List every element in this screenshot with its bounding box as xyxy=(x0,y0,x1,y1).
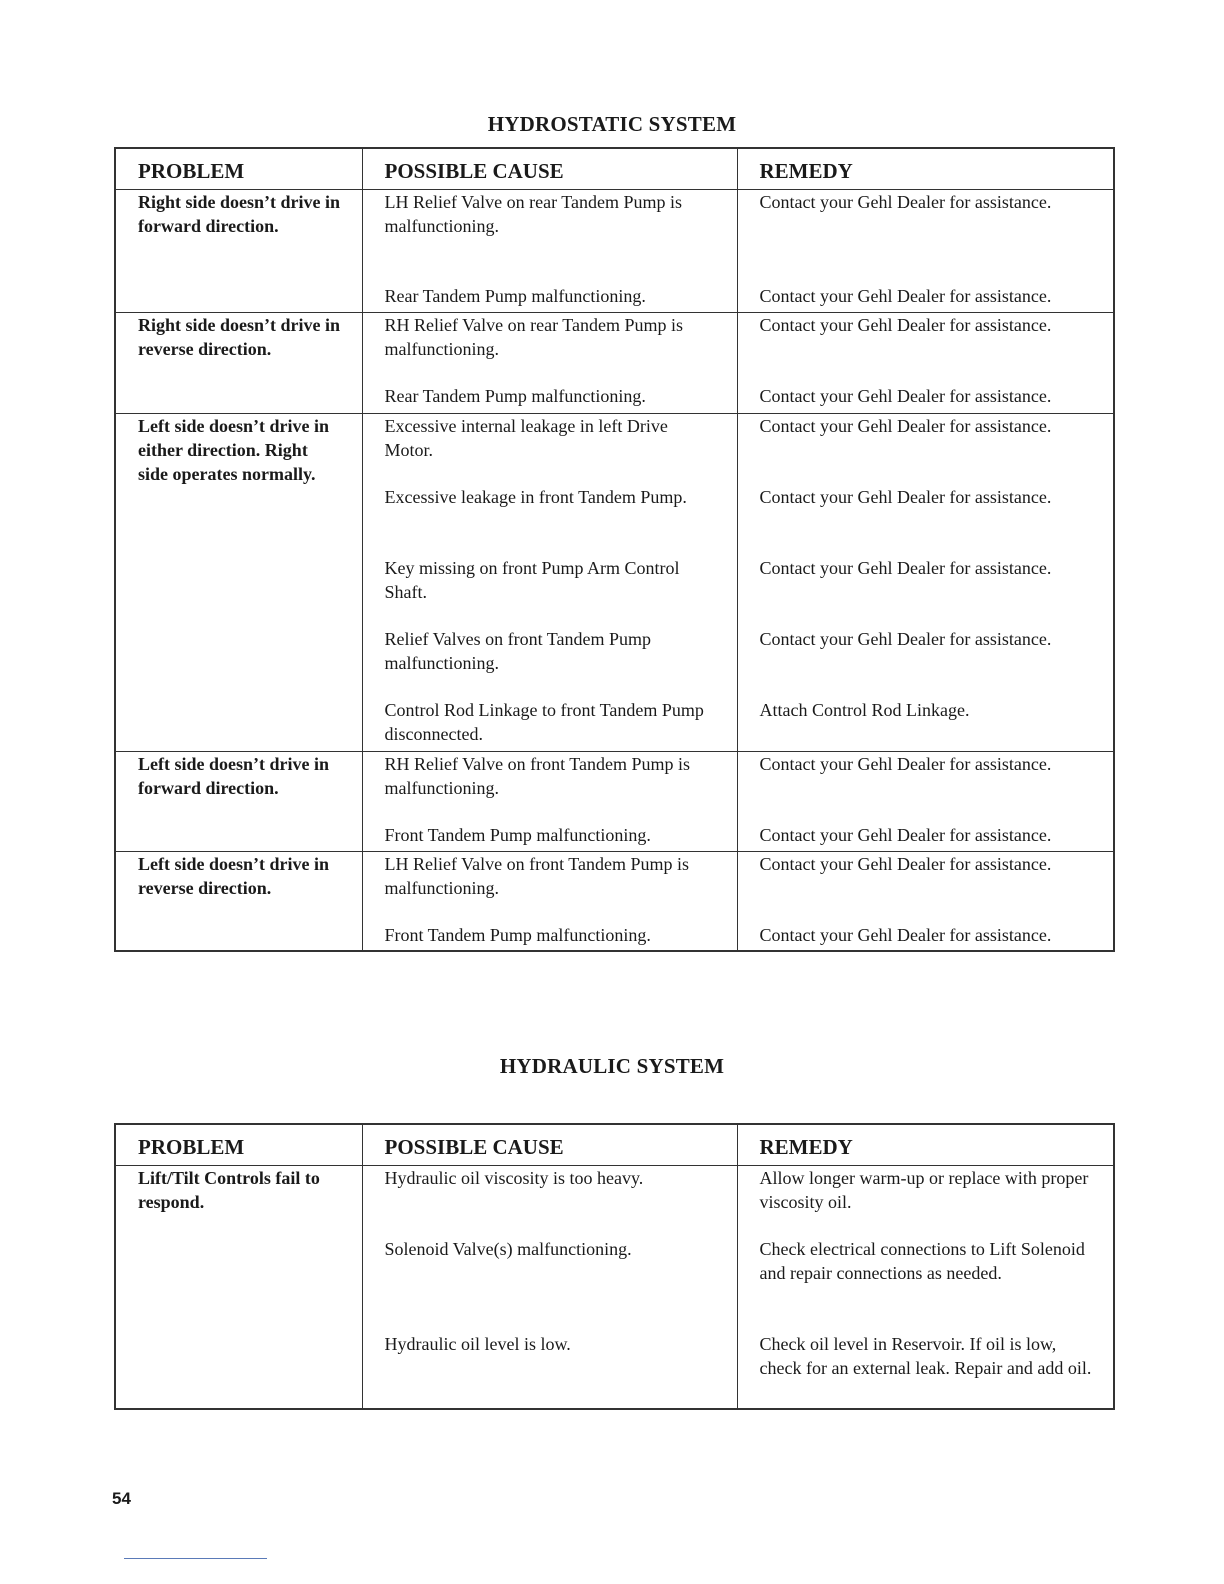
header-remedy: REMEDY xyxy=(737,1124,1114,1166)
table-row xyxy=(115,414,1114,752)
cause-entry: Solenoid Valve(s) malfunctioning. xyxy=(384,1239,632,1259)
cause-cell xyxy=(362,1166,737,1410)
remedy-entry: Contact your Gehl Dealer for assistance. xyxy=(759,558,1052,578)
problem-cell: Right side doesn’t drive in reverse direction. xyxy=(115,313,362,414)
table-row xyxy=(115,313,1114,414)
cause-entry: Hydraulic oil viscosity is too heavy. xyxy=(384,1168,644,1188)
cause-entry: Relief Valves on front Tandem Pump malfunctioning. xyxy=(384,629,652,673)
cause-entry: Hydraulic oil level is low. xyxy=(384,1334,571,1354)
table-row xyxy=(115,852,1114,952)
problem-cell: Left side doesn’t drive in either direction. Right side operates normally. xyxy=(115,414,362,752)
remedy-entry: Contact your Gehl Dealer for assistance. xyxy=(759,286,1052,306)
remedy-cell xyxy=(737,414,1114,752)
hydrostatic-title: HYDROSTATIC SYSTEM xyxy=(487,112,737,136)
remedy-entry: Check electrical connections to Lift Solenoid and repair connections as needed. xyxy=(759,1239,1085,1283)
cause-cell xyxy=(362,752,737,852)
remedy-entry: Contact your Gehl Dealer for assistance. xyxy=(759,754,1052,774)
cause-entry: LH Relief Valve on front Tandem Pump is malfunctioning. xyxy=(384,854,690,898)
header-remedy: REMEDY xyxy=(737,148,1114,190)
remedy-entry: Allow longer warm-up or replace with proper viscosity oil. xyxy=(759,1168,1089,1212)
page-number: 54 xyxy=(112,1489,131,1508)
remedy-entry: Contact your Gehl Dealer for assistance. xyxy=(759,386,1052,406)
hydraulic-table xyxy=(114,1123,1115,1410)
cause-entry: Excessive leakage in front Tandem Pump. xyxy=(384,487,687,507)
remedy-cell xyxy=(737,852,1114,952)
table-row xyxy=(115,752,1114,852)
cause-cell xyxy=(362,313,737,414)
cause-entry: Excessive internal leakage in left Drive Motor. xyxy=(384,416,668,460)
remedy-cell xyxy=(737,190,1114,313)
table-row xyxy=(115,1166,1114,1410)
cause-entry: Front Tandem Pump malfunctioning. xyxy=(384,825,651,845)
cause-cell xyxy=(362,190,737,313)
problem-cell: Left side doesn’t drive in reverse direction. xyxy=(115,852,362,952)
cause-entry: Front Tandem Pump malfunctioning. xyxy=(384,925,651,945)
table-row xyxy=(115,190,1114,313)
remedy-cell xyxy=(737,752,1114,852)
footer-rule xyxy=(124,1558,267,1559)
cause-entry: RH Relief Valve on rear Tandem Pump is malfunctioning. xyxy=(384,315,684,359)
cause-entry: Rear Tandem Pump malfunctioning. xyxy=(384,386,646,406)
hydrostatic-table xyxy=(114,147,1115,952)
cause-entry: RH Relief Valve on front Tandem Pump is malfunctioning. xyxy=(384,754,691,798)
cause-entry: Rear Tandem Pump malfunctioning. xyxy=(384,286,646,306)
cause-entry: Control Rod Linkage to front Tandem Pump disconnected. xyxy=(384,700,704,744)
remedy-entry: Contact your Gehl Dealer for assistance. xyxy=(759,192,1052,212)
header-cause: POSSIBLE CAUSE xyxy=(362,148,737,190)
problem-cell: Right side doesn’t drive in forward direction. xyxy=(115,190,362,313)
remedy-entry: Attach Control Rod Linkage. xyxy=(759,700,970,720)
table-header-row xyxy=(115,1124,1114,1166)
remedy-cell xyxy=(737,1166,1114,1410)
remedy-entry: Contact your Gehl Dealer for assistance. xyxy=(759,416,1052,436)
problem-cell: Lift/Tilt Controls fail to respond. xyxy=(115,1166,362,1410)
cause-cell xyxy=(362,852,737,952)
remedy-entry: Contact your Gehl Dealer for assistance. xyxy=(759,629,1052,649)
problem-cell: Left side doesn’t drive in forward direction. xyxy=(115,752,362,852)
cause-entry: LH Relief Valve on rear Tandem Pump is malfunctioning. xyxy=(384,192,683,236)
header-problem: PROBLEM xyxy=(115,148,362,190)
remedy-entry: Contact your Gehl Dealer for assistance. xyxy=(759,925,1052,945)
header-cause: POSSIBLE CAUSE xyxy=(362,1124,737,1166)
table-header-row xyxy=(115,148,1114,190)
remedy-entry: Contact your Gehl Dealer for assistance. xyxy=(759,487,1052,507)
remedy-entry: Contact your Gehl Dealer for assistance. xyxy=(759,825,1052,845)
remedy-entry: Contact your Gehl Dealer for assistance. xyxy=(759,854,1052,874)
remedy-entry: Check oil level in Reservoir. If oil is low, check for an external leak. Repair and add oil. xyxy=(759,1334,1092,1378)
cause-cell xyxy=(362,414,737,752)
hydraulic-title: HYDRAULIC SYSTEM xyxy=(499,1054,725,1078)
header-problem: PROBLEM xyxy=(115,1124,362,1166)
cause-entry: Key missing on front Pump Arm Control Shaft. xyxy=(384,558,680,602)
remedy-entry: Contact your Gehl Dealer for assistance. xyxy=(759,315,1052,335)
remedy-cell xyxy=(737,313,1114,414)
